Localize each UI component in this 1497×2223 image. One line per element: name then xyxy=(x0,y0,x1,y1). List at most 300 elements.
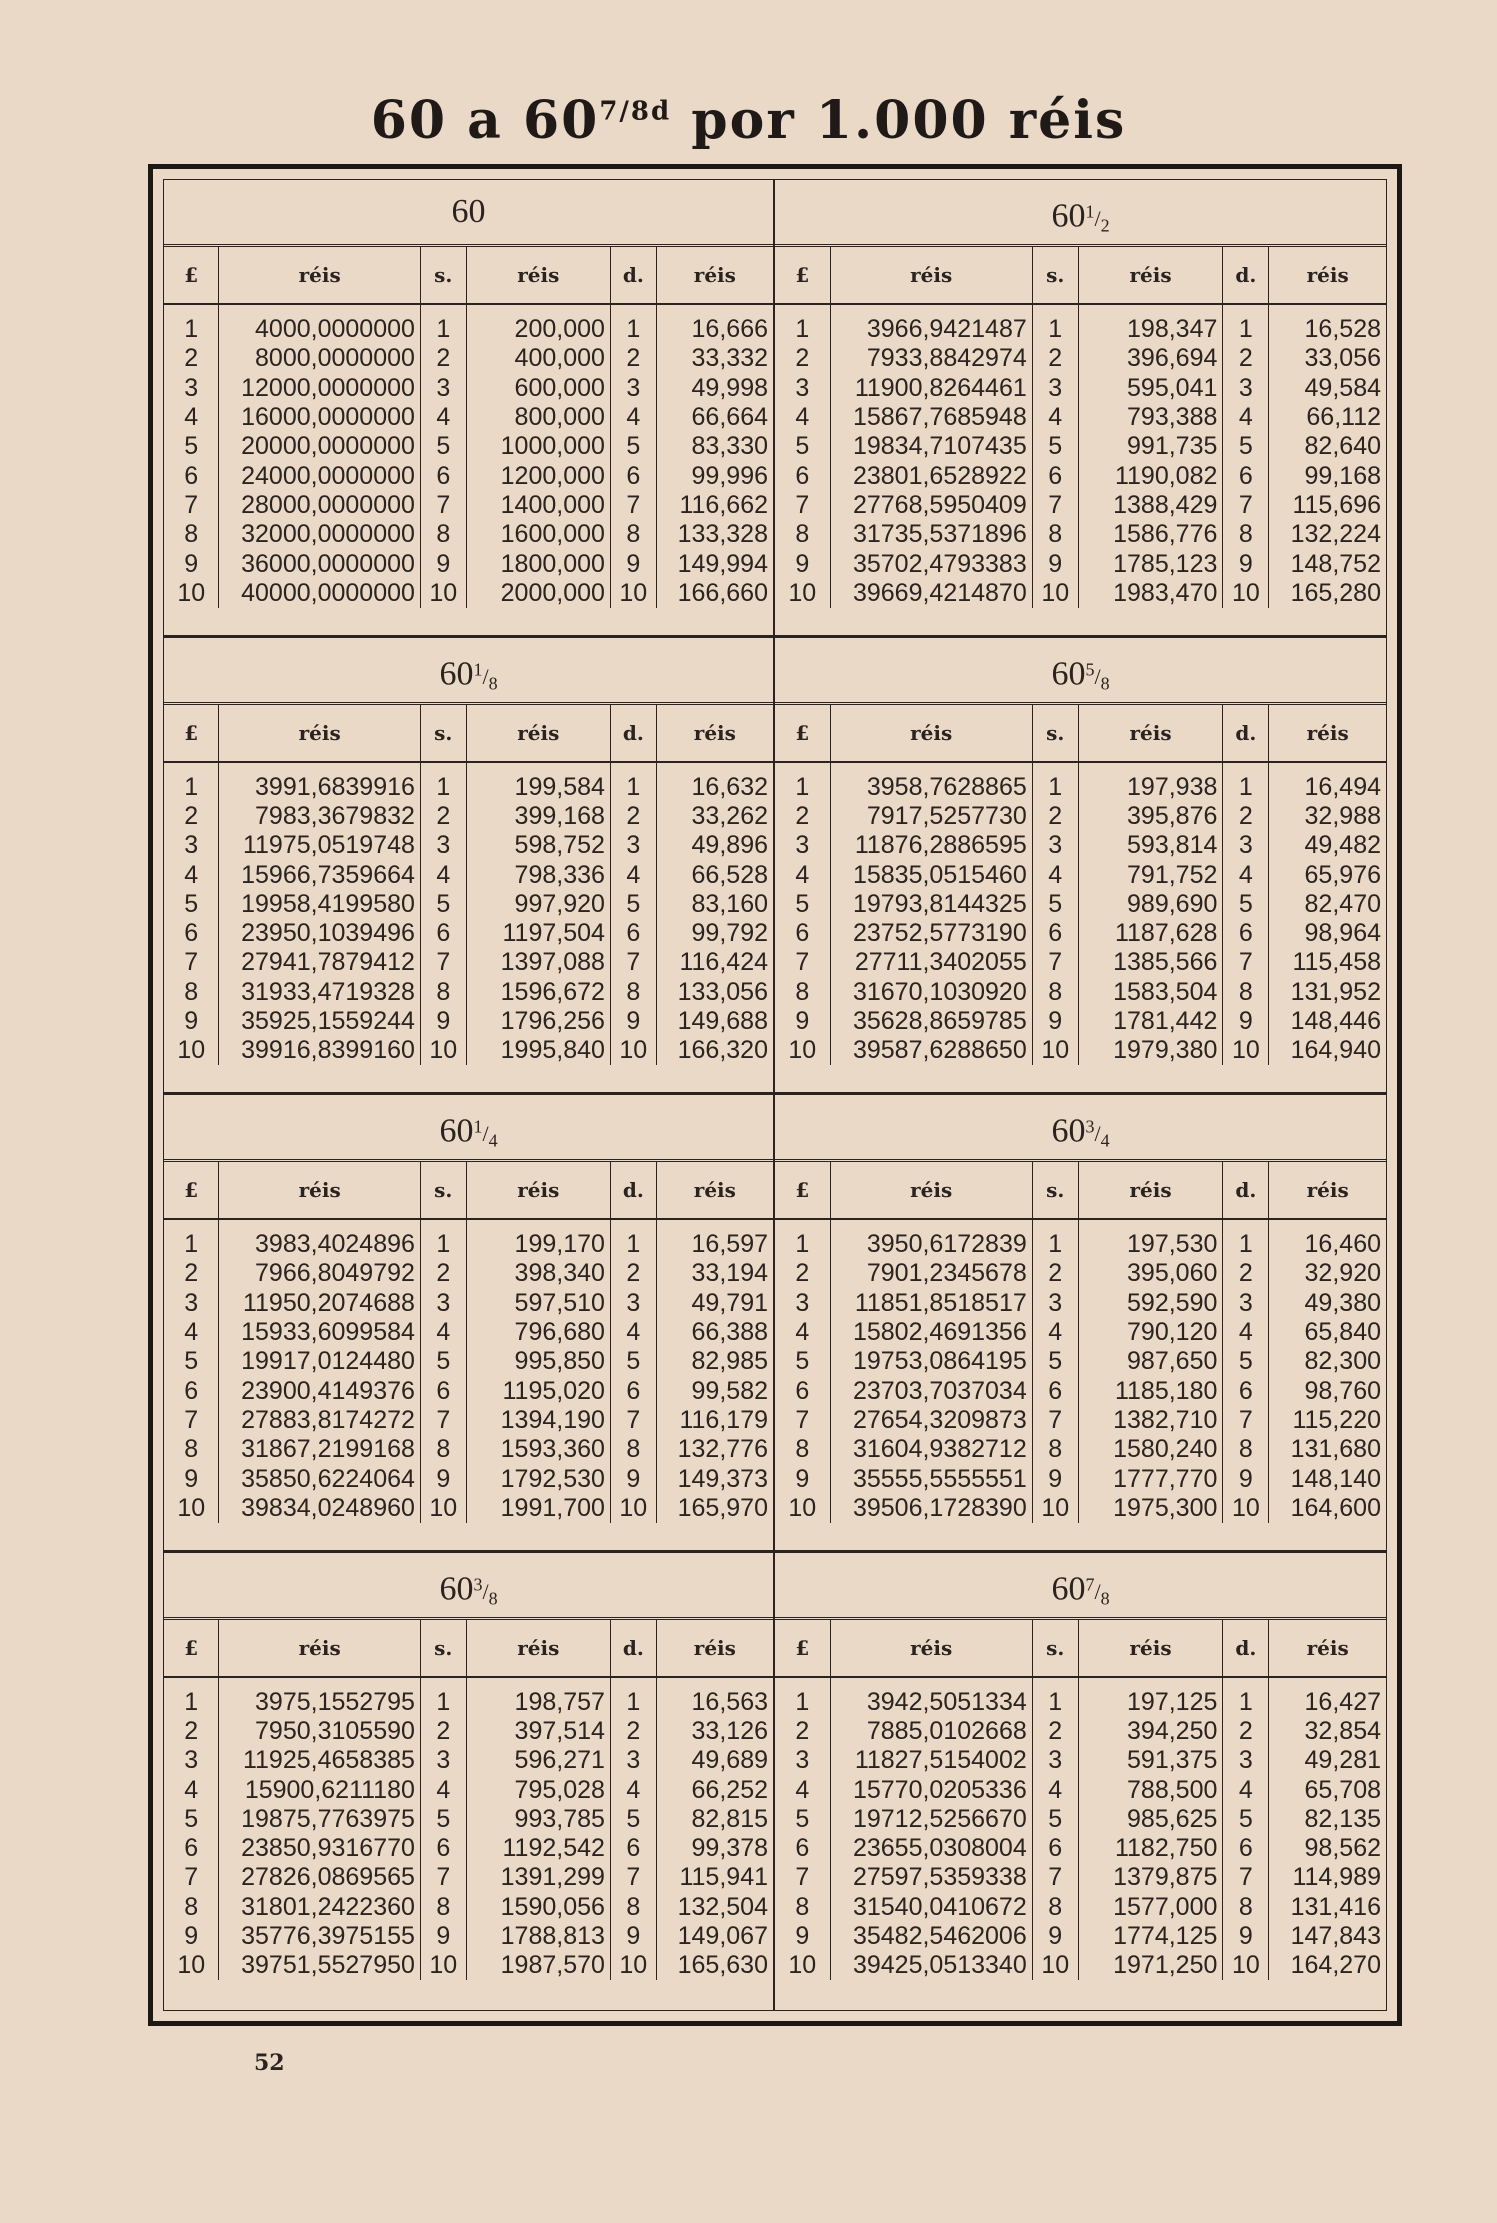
pound-count: 7 xyxy=(164,1863,219,1892)
pound-count: 5 xyxy=(164,1805,219,1834)
table-row xyxy=(775,1318,1386,1347)
pence-count: 2 xyxy=(610,344,656,373)
column-header: s. xyxy=(420,247,466,304)
shilling-value: 1596,672 xyxy=(466,978,610,1007)
pound-count: 7 xyxy=(775,491,830,520)
shilling-value: 199,584 xyxy=(466,762,610,802)
pound-count: 6 xyxy=(164,919,219,948)
pence-value: 16,597 xyxy=(691,1230,768,1259)
pound-count: 6 xyxy=(164,1376,219,1405)
pence-value: 99,582 xyxy=(691,1376,768,1405)
table-row xyxy=(775,1717,1386,1746)
pound-value: 11950,2074688 xyxy=(219,1289,420,1318)
shilling-value: 395,876 xyxy=(1078,802,1223,831)
pence-count: 1 xyxy=(1223,1677,1269,1717)
pound-count: 5 xyxy=(775,1805,830,1834)
pound-value: 35628,8659785 xyxy=(830,1007,1032,1036)
column-header: réis xyxy=(1269,1620,1386,1677)
pence-value: 99,378 xyxy=(691,1834,768,1863)
shilling-value: 989,690 xyxy=(1078,890,1223,919)
pence-value: 99,996 xyxy=(691,461,768,490)
rate-section xyxy=(164,180,775,638)
shilling-count: 10 xyxy=(1032,1036,1078,1065)
pound-value: 27597,5359338 xyxy=(830,1863,1032,1892)
pence-count: 8 xyxy=(1223,978,1269,1007)
pence-count: 2 xyxy=(1223,1717,1269,1746)
table-row xyxy=(164,1863,773,1892)
pound-value: 19753,0864195 xyxy=(830,1347,1032,1376)
shilling-count: 8 xyxy=(1032,1893,1078,1922)
pound-count: 2 xyxy=(164,344,219,373)
shilling-value: 2000,000 xyxy=(466,579,610,608)
table-frame xyxy=(148,164,1402,2026)
pence-count: 7 xyxy=(610,491,656,520)
column-header: s. xyxy=(420,1162,466,1219)
shilling-value: 198,347 xyxy=(1078,304,1223,344)
table-row xyxy=(164,978,773,1007)
pound-count: 2 xyxy=(775,1717,830,1746)
pence-value: 99,792 xyxy=(691,919,768,948)
column-header: s. xyxy=(1032,1162,1078,1219)
section-fraction: $^7/_8$ xyxy=(1085,1574,1110,1609)
shilling-value: 600,000 xyxy=(466,374,610,403)
rate-section xyxy=(775,180,1386,638)
pound-value: 39425,0513340 xyxy=(830,1951,1032,1980)
shilling-value: 1394,190 xyxy=(466,1406,610,1435)
table-row xyxy=(775,1746,1386,1775)
shilling-count: 1 xyxy=(1032,304,1078,344)
table-row xyxy=(164,304,773,344)
table-row xyxy=(775,461,1386,490)
pence-value: 98,964 xyxy=(1304,919,1381,948)
section-rate: 60 xyxy=(1051,197,1086,235)
pence-count: 6 xyxy=(1223,919,1269,948)
shilling-value: 1796,256 xyxy=(466,1007,610,1036)
pound-count: 6 xyxy=(775,1376,830,1405)
pence-value: 65,708 xyxy=(1304,1775,1381,1804)
pound-count: 2 xyxy=(164,1259,219,1288)
pence-count: 7 xyxy=(1223,1863,1269,1892)
pound-value: 11827,5154002 xyxy=(830,1746,1032,1775)
column-header: s. xyxy=(420,705,466,762)
pound-count: 9 xyxy=(164,1922,219,1951)
shilling-value: 1577,000 xyxy=(1078,1893,1223,1922)
pound-count: 1 xyxy=(775,304,830,344)
pound-count: 1 xyxy=(775,1219,830,1259)
table-row xyxy=(164,1036,773,1065)
column-header: réis xyxy=(219,1162,420,1219)
column-header: réis xyxy=(830,247,1032,304)
rate-section xyxy=(164,1553,775,2011)
shilling-value: 394,250 xyxy=(1078,1717,1223,1746)
column-header: d. xyxy=(610,1620,656,1677)
pound-value: 7885,0102668 xyxy=(830,1717,1032,1746)
pence-value: 148,140 xyxy=(1290,1464,1381,1493)
shilling-value: 400,000 xyxy=(466,344,610,373)
pence-count: 9 xyxy=(1223,549,1269,578)
pound-count: 8 xyxy=(775,978,830,1007)
pound-value: 19958,4199580 xyxy=(219,890,420,919)
table-row xyxy=(164,1406,773,1435)
pence-count: 4 xyxy=(610,1318,656,1347)
pence-value: 133,056 xyxy=(677,977,768,1006)
table-row xyxy=(164,1347,773,1376)
pence-value: 131,416 xyxy=(1290,1892,1381,1921)
pence-value: 82,640 xyxy=(1304,432,1381,461)
shilling-value: 598,752 xyxy=(466,831,610,860)
pound-count: 6 xyxy=(164,461,219,490)
pence-count: 2 xyxy=(1223,802,1269,831)
shilling-value: 591,375 xyxy=(1078,1746,1223,1775)
shilling-value: 199,170 xyxy=(466,1219,610,1259)
shilling-count: 1 xyxy=(1032,1677,1078,1717)
shilling-count: 8 xyxy=(420,1893,466,1922)
table-row xyxy=(775,948,1386,977)
table-row xyxy=(775,802,1386,831)
pound-value: 7901,2345678 xyxy=(830,1259,1032,1288)
pound-value: 39916,8399160 xyxy=(219,1036,420,1065)
section-rate: 60 xyxy=(439,1112,474,1150)
column-header: £ xyxy=(775,1162,830,1219)
table-row xyxy=(164,1435,773,1464)
conversion-table xyxy=(775,247,1386,608)
shilling-count: 5 xyxy=(1032,1347,1078,1376)
shilling-value: 795,028 xyxy=(466,1775,610,1804)
pound-value: 7950,3105590 xyxy=(219,1717,420,1746)
pound-count: 2 xyxy=(164,1717,219,1746)
pence-value: 66,252 xyxy=(691,1775,768,1804)
table-row xyxy=(164,860,773,889)
shilling-count: 9 xyxy=(420,1007,466,1036)
pence-count: 8 xyxy=(610,520,656,549)
column-header: réis xyxy=(656,705,773,762)
table-row xyxy=(775,762,1386,802)
pence-value: 116,179 xyxy=(679,1405,768,1434)
column-header: réis xyxy=(219,247,420,304)
column-header: s. xyxy=(1032,705,1078,762)
pence-count: 10 xyxy=(1223,1036,1269,1065)
pence-value: 49,380 xyxy=(1304,1288,1381,1317)
shilling-count: 7 xyxy=(420,1863,466,1892)
shilling-value: 198,757 xyxy=(466,1677,610,1717)
pence-value: 49,689 xyxy=(691,1746,768,1775)
pence-value: 33,262 xyxy=(691,801,768,830)
pound-value: 16000,0000000 xyxy=(219,403,420,432)
shilling-value: 1185,180 xyxy=(1078,1376,1223,1405)
pence-count: 1 xyxy=(1223,1219,1269,1259)
pence-value: 49,281 xyxy=(1304,1746,1381,1775)
conversion-table xyxy=(164,1162,773,1523)
shilling-value: 796,680 xyxy=(466,1318,610,1347)
table-row xyxy=(164,1717,773,1746)
pound-count: 5 xyxy=(164,890,219,919)
column-header: s. xyxy=(1032,1620,1078,1677)
shilling-count: 3 xyxy=(420,374,466,403)
pound-count: 3 xyxy=(164,1746,219,1775)
shilling-value: 1385,566 xyxy=(1078,948,1223,977)
pound-count: 10 xyxy=(164,1494,219,1523)
shilling-count: 2 xyxy=(1032,1259,1078,1288)
pence-count: 4 xyxy=(610,403,656,432)
pence-count: 1 xyxy=(610,762,656,802)
table-row xyxy=(775,1677,1386,1717)
pence-count: 2 xyxy=(610,1717,656,1746)
pound-count: 10 xyxy=(164,1036,219,1065)
shilling-count: 3 xyxy=(420,1289,466,1318)
column-header: réis xyxy=(830,1162,1032,1219)
pound-value: 23850,9316770 xyxy=(219,1834,420,1863)
pound-count: 3 xyxy=(775,1289,830,1318)
pence-count: 5 xyxy=(610,1805,656,1834)
pound-count: 9 xyxy=(164,549,219,578)
pound-value: 27711,3402055 xyxy=(830,948,1032,977)
pence-count: 1 xyxy=(610,1677,656,1717)
column-header: réis xyxy=(1078,1162,1223,1219)
pence-count: 10 xyxy=(610,1951,656,1980)
pound-value: 27768,5950409 xyxy=(830,491,1032,520)
column-header: réis xyxy=(656,1620,773,1677)
column-header: réis xyxy=(466,247,610,304)
shilling-count: 2 xyxy=(1032,802,1078,831)
pound-value: 19793,8144325 xyxy=(830,890,1032,919)
conversion-table xyxy=(164,1620,773,1981)
title-rest: por 1.000 réis xyxy=(671,90,1127,151)
pence-count: 9 xyxy=(1223,1007,1269,1036)
column-header: £ xyxy=(164,247,219,304)
section-heading xyxy=(775,638,1386,705)
pound-count: 3 xyxy=(164,374,219,403)
column-header: d. xyxy=(1223,1620,1269,1677)
shilling-value: 995,850 xyxy=(466,1347,610,1376)
shilling-value: 997,920 xyxy=(466,890,610,919)
shilling-count: 5 xyxy=(420,1805,466,1834)
pound-count: 3 xyxy=(775,1746,830,1775)
shilling-value: 1000,000 xyxy=(466,432,610,461)
pence-value: 115,458 xyxy=(1292,948,1381,977)
pound-value: 7983,3679832 xyxy=(219,802,420,831)
section-fraction: $^3/_8$ xyxy=(473,1574,498,1609)
pence-value: 32,854 xyxy=(1304,1716,1381,1745)
pound-count: 6 xyxy=(775,919,830,948)
shilling-count: 6 xyxy=(420,1376,466,1405)
shilling-count: 4 xyxy=(420,860,466,889)
pence-count: 3 xyxy=(1223,374,1269,403)
shilling-count: 4 xyxy=(420,403,466,432)
pound-value: 31801,2422360 xyxy=(219,1893,420,1922)
pence-value: 16,460 xyxy=(1304,1230,1381,1259)
pence-value: 115,220 xyxy=(1292,1405,1381,1434)
pence-value: 82,470 xyxy=(1304,889,1381,918)
table-row xyxy=(775,549,1386,578)
pound-count: 1 xyxy=(164,1219,219,1259)
pound-value: 3966,9421487 xyxy=(830,304,1032,344)
table-row xyxy=(775,304,1386,344)
pence-count: 6 xyxy=(610,1834,656,1863)
pound-value: 7933,8842974 xyxy=(830,344,1032,373)
pence-value: 49,896 xyxy=(691,831,768,860)
shilling-count: 4 xyxy=(420,1775,466,1804)
section-heading xyxy=(775,1553,1386,1620)
pound-value: 15770,0205336 xyxy=(830,1775,1032,1804)
pound-value: 15835,0515460 xyxy=(830,860,1032,889)
pound-count: 4 xyxy=(164,1318,219,1347)
pence-value: 65,840 xyxy=(1304,1318,1381,1347)
shilling-count: 6 xyxy=(1032,1376,1078,1405)
section-fraction: $^1/_4$ xyxy=(473,1117,498,1151)
table-row xyxy=(775,978,1386,1007)
shilling-value: 595,041 xyxy=(1078,374,1223,403)
conversion-table xyxy=(164,247,773,608)
table-row xyxy=(775,1289,1386,1318)
table-row xyxy=(775,831,1386,860)
shilling-value: 1991,700 xyxy=(466,1494,610,1523)
table-row xyxy=(164,802,773,831)
shilling-count: 6 xyxy=(420,1834,466,1863)
pence-count: 5 xyxy=(610,890,656,919)
column-header: réis xyxy=(1078,705,1223,762)
shilling-value: 1983,470 xyxy=(1078,579,1223,608)
pound-count: 1 xyxy=(164,304,219,344)
pence-value: 131,680 xyxy=(1290,1435,1381,1464)
pence-value: 115,941 xyxy=(679,1863,768,1892)
pound-count: 8 xyxy=(775,1435,830,1464)
shilling-value: 993,785 xyxy=(466,1805,610,1834)
shilling-value: 1777,770 xyxy=(1078,1464,1223,1493)
pound-value: 27883,8174272 xyxy=(219,1406,420,1435)
shilling-count: 4 xyxy=(1032,1775,1078,1804)
pence-value: 82,815 xyxy=(691,1804,768,1833)
table-row xyxy=(775,344,1386,373)
shilling-count: 9 xyxy=(1032,1922,1078,1951)
pence-value: 16,494 xyxy=(1304,772,1381,801)
shilling-value: 1785,123 xyxy=(1078,549,1223,578)
table-row xyxy=(775,1435,1386,1464)
shilling-count: 3 xyxy=(1032,1746,1078,1775)
pound-count: 1 xyxy=(164,762,219,802)
shilling-count: 6 xyxy=(1032,461,1078,490)
pound-value: 19917,0124480 xyxy=(219,1347,420,1376)
shilling-count: 6 xyxy=(1032,1834,1078,1863)
shilling-value: 395,060 xyxy=(1078,1259,1223,1288)
column-header: £ xyxy=(775,247,830,304)
section-fraction: $^1/_8$ xyxy=(473,659,498,694)
pence-count: 9 xyxy=(1223,1464,1269,1493)
pound-count: 10 xyxy=(775,579,830,608)
pound-count: 9 xyxy=(775,549,830,578)
pound-value: 31867,2199168 xyxy=(219,1435,420,1464)
pence-value: 149,373 xyxy=(677,1464,768,1493)
shilling-value: 987,650 xyxy=(1078,1347,1223,1376)
pound-value: 23900,4149376 xyxy=(219,1376,420,1405)
pence-value: 33,194 xyxy=(691,1259,768,1288)
column-header: réis xyxy=(656,247,773,304)
shilling-count: 8 xyxy=(420,1435,466,1464)
pence-count: 5 xyxy=(1223,1347,1269,1376)
pence-count: 4 xyxy=(1223,1318,1269,1347)
pound-count: 3 xyxy=(775,374,830,403)
section-heading xyxy=(164,1553,773,1620)
shilling-value: 1190,082 xyxy=(1078,461,1223,490)
shilling-value: 1971,250 xyxy=(1078,1951,1223,1980)
pence-value: 33,332 xyxy=(691,344,768,373)
pence-count: 2 xyxy=(610,1259,656,1288)
column-header: s. xyxy=(420,1620,466,1677)
section-rate: 60 xyxy=(1051,1112,1086,1150)
shilling-count: 7 xyxy=(1032,491,1078,520)
pound-count: 6 xyxy=(775,461,830,490)
table-row xyxy=(775,579,1386,608)
pound-value: 3975,1552795 xyxy=(219,1677,420,1717)
shilling-count: 8 xyxy=(1032,520,1078,549)
pound-count: 9 xyxy=(164,1464,219,1493)
pence-count: 10 xyxy=(1223,579,1269,608)
pound-value: 3942,5051334 xyxy=(830,1677,1032,1717)
conversion-grid xyxy=(163,179,1387,2011)
table-row xyxy=(775,1007,1386,1036)
pound-value: 15867,7685948 xyxy=(830,403,1032,432)
pence-value: 65,976 xyxy=(1304,860,1381,889)
pound-count: 7 xyxy=(775,1406,830,1435)
shilling-value: 592,590 xyxy=(1078,1289,1223,1318)
pence-count: 7 xyxy=(610,1406,656,1435)
table-row xyxy=(164,1464,773,1493)
column-header: réis xyxy=(219,705,420,762)
pound-value: 28000,0000000 xyxy=(219,491,420,520)
pound-count: 9 xyxy=(775,1922,830,1951)
pound-count: 4 xyxy=(775,860,830,889)
shilling-count: 3 xyxy=(1032,374,1078,403)
shilling-count: 8 xyxy=(1032,1435,1078,1464)
pence-value: 33,126 xyxy=(691,1716,768,1745)
pound-count: 10 xyxy=(775,1494,830,1523)
table-row xyxy=(775,1406,1386,1435)
pound-count: 2 xyxy=(775,1259,830,1288)
page-title xyxy=(0,90,1497,151)
shilling-value: 1382,710 xyxy=(1078,1406,1223,1435)
table-row xyxy=(164,1805,773,1834)
table-row xyxy=(164,520,773,549)
pound-count: 6 xyxy=(775,1834,830,1863)
shilling-value: 399,168 xyxy=(466,802,610,831)
shilling-count: 4 xyxy=(1032,860,1078,889)
pence-value: 98,760 xyxy=(1304,1376,1381,1405)
shilling-value: 1781,442 xyxy=(1078,1007,1223,1036)
shilling-value: 1586,776 xyxy=(1078,520,1223,549)
pound-value: 12000,0000000 xyxy=(219,374,420,403)
pence-value: 132,776 xyxy=(677,1435,768,1464)
table-row xyxy=(164,1219,773,1259)
table-row xyxy=(164,579,773,608)
pound-value: 31933,4719328 xyxy=(219,978,420,1007)
section-rate: 60 xyxy=(439,654,474,692)
section-heading xyxy=(164,180,773,247)
shilling-count: 5 xyxy=(1032,432,1078,461)
pound-value: 39587,6288650 xyxy=(830,1036,1032,1065)
pound-value: 35850,6224064 xyxy=(219,1464,420,1493)
column-header: d. xyxy=(1223,247,1269,304)
pound-count: 1 xyxy=(164,1677,219,1717)
table-row xyxy=(164,1007,773,1036)
pence-value: 164,600 xyxy=(1290,1493,1381,1522)
shilling-value: 1995,840 xyxy=(466,1036,610,1065)
table-row xyxy=(164,491,773,520)
section-heading xyxy=(775,1095,1386,1162)
shilling-count: 10 xyxy=(420,1951,466,1980)
pound-count: 3 xyxy=(164,831,219,860)
pound-count: 8 xyxy=(164,1893,219,1922)
pound-count: 4 xyxy=(775,403,830,432)
pence-count: 2 xyxy=(1223,344,1269,373)
